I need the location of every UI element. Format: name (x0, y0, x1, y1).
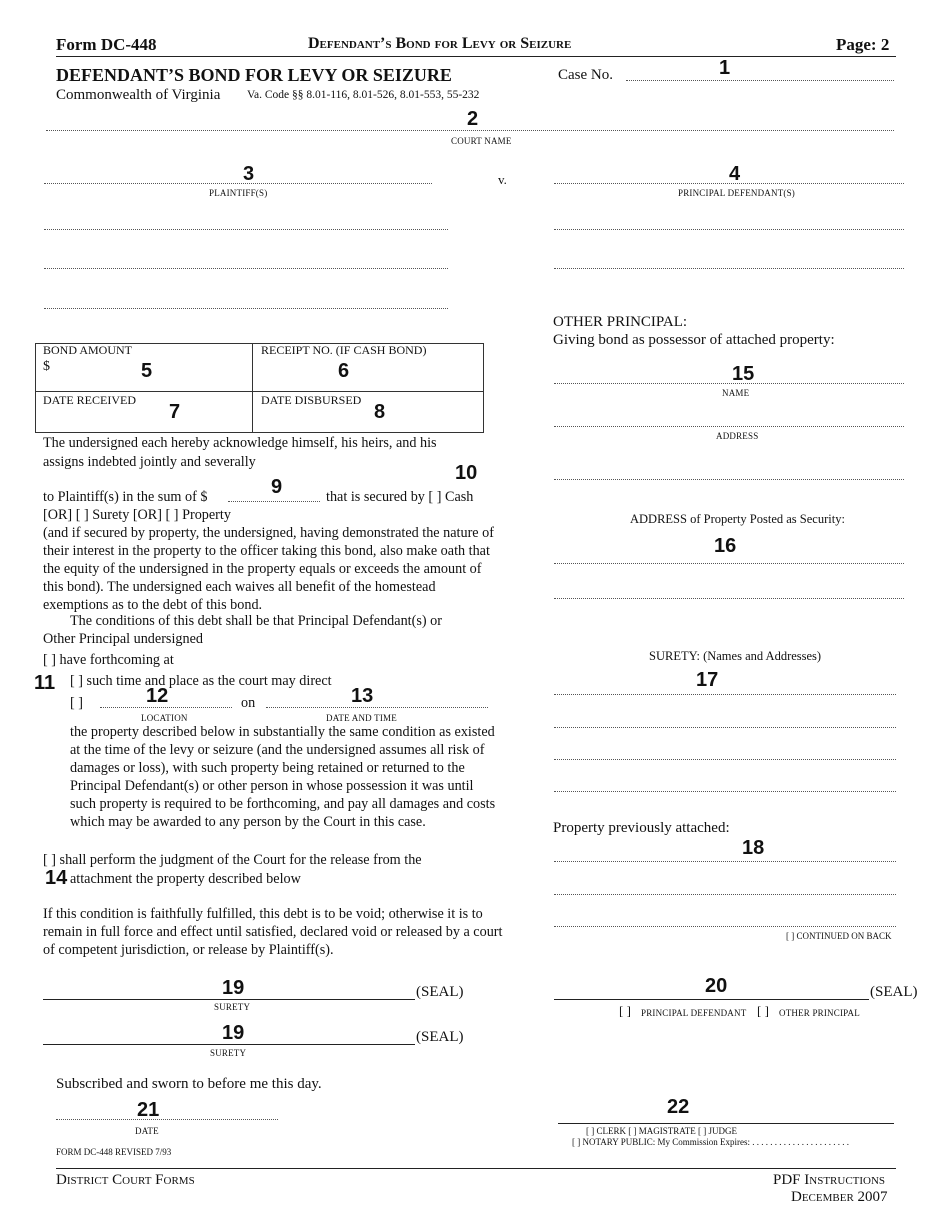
bond-box-vdivider (252, 343, 253, 432)
marker-8: 8 (374, 401, 386, 423)
property-attached-field-1[interactable] (554, 861, 896, 862)
notary-option[interactable]: [ ] NOTARY PUBLIC: My Commission Expires: . . . . . . . . . . . . . . . . . . . . . . (572, 1137, 849, 1147)
marker-18: 18 (742, 837, 765, 859)
marker-19b: 19 (222, 1022, 245, 1044)
seal-2: (SEAL) (416, 1029, 464, 1045)
defendant-field-2[interactable] (554, 229, 904, 230)
bond-amount-label: BOND AMOUNT (43, 343, 133, 357)
property-address-field-1[interactable] (554, 563, 904, 564)
marker-16: 16 (714, 535, 737, 557)
marker-12: 12 (146, 685, 169, 707)
date-disbursed-label: DATE DISBURSED (261, 393, 362, 407)
receipt-no-label: RECEIPT NO. (IF CASH BOND) (261, 343, 427, 357)
ack-line-1: The undersigned each hereby acknowledge himself, his heirs, and his (43, 435, 437, 451)
ack-line-2: assigns indebted jointly and severally (43, 454, 256, 470)
va-code: Va. Code §§ 8.01-116, 8.01-526, 8.01-553, 55-232 (247, 89, 480, 101)
header-page: Page: 2 (836, 35, 890, 54)
surety-label-1: SURETY (214, 1002, 251, 1012)
versus: v. (498, 172, 507, 187)
marker-3: 3 (243, 163, 255, 185)
marker-20: 20 (705, 975, 728, 997)
marker-4: 4 (729, 163, 741, 185)
date-received-label: DATE RECEIVED (43, 393, 136, 407)
other-principal-address-field-1[interactable] (554, 426, 904, 427)
footer-rule (56, 1168, 896, 1169)
forthcoming-option[interactable]: [ ] have forthcoming at (43, 652, 174, 668)
seal-1: (SEAL) (416, 984, 464, 1000)
address-property-label: ADDRESS of Property Posted as Security: (630, 512, 845, 526)
marker-14: 14 (45, 867, 68, 889)
marker-10: 10 (455, 462, 478, 484)
date-field[interactable] (56, 1119, 278, 1120)
footer-right-1: PDF Instructions (773, 1172, 886, 1188)
name-label: NAME (722, 388, 750, 398)
datetime-label: DATE AND TIME (326, 713, 397, 723)
principal-defendant-label: PRINCIPAL DEFENDANT(S) (678, 188, 795, 198)
marker-15: 15 (732, 363, 755, 385)
plaintiff-label: PLAINTIFF(S) (209, 188, 268, 198)
footer-right-2: December 2007 (791, 1189, 888, 1205)
location-label: LOCATION (141, 713, 188, 723)
surety-label-2: SURETY (210, 1048, 247, 1058)
on-word: on (241, 695, 256, 711)
dollar-sign: $ (43, 359, 50, 374)
surety-heading: SURETY: (Names and Addresses) (649, 649, 822, 663)
principal-defendant-checkbox[interactable]: [ ] (619, 1003, 631, 1018)
property-oath-text: (and if secured by property, the undersigned, having demonstrated the nature of their interest in the property to the officer taking this bond, also make oath that the equity of the undersigned in the property equals or exceeds the amount of this bond). The undersigned each waives all benefit of the homestead exemptions as to the debt of this bond. (43, 525, 494, 613)
surety-field-2[interactable] (554, 727, 896, 728)
marker-22: 22 (667, 1096, 690, 1118)
officer-title-options[interactable]: [ ] CLERK [ ] MAGISTRATE [ ] JUDGE (586, 1126, 737, 1136)
principal-defendant-sig-label: PRINCIPAL DEFENDANT (641, 1008, 747, 1018)
void-condition-text: If this condition is faithfully fulfilled, this debt is to be void; otherwise it is to remain in full force and effect until satisfied, declared void or released by a court of competent jurisdiction, or release by Plaintiff(s). (43, 906, 503, 958)
marker-13: 13 (351, 685, 374, 707)
plaintiff-field-1[interactable] (44, 183, 432, 184)
property-address-field-2[interactable] (554, 598, 904, 599)
marker-5: 5 (141, 360, 153, 382)
conditions-line-2: Other Principal undersigned (43, 631, 203, 647)
location-option-bracket[interactable]: [ ] (70, 695, 83, 711)
seal-3: (SEAL) (870, 984, 918, 1000)
plaintiff-field-4[interactable] (44, 308, 448, 309)
header-form-number: Form DC-448 (56, 35, 157, 54)
other-principal-sig-label: OTHER PRINCIPAL (779, 1008, 860, 1018)
sum-prefix: to Plaintiff(s) in the sum of $ (43, 489, 208, 505)
bond-box-hdivider (35, 391, 483, 392)
officer-signature-line[interactable] (558, 1123, 894, 1124)
date-label: DATE (135, 1126, 159, 1136)
case-no-label: Case No. (558, 67, 613, 83)
court-name-label: COURT NAME (451, 136, 512, 146)
continued-on-back[interactable]: [ ] CONTINUED ON BACK (786, 931, 892, 941)
other-principal-heading: OTHER PRINCIPAL: (553, 314, 688, 330)
secured-options: [OR] [ ] Surety [OR] [ ] Property (43, 507, 231, 523)
conditions-line-1: The conditions of this debt shall be that Principal Defendant(s) or (70, 613, 442, 629)
plaintiff-field-2[interactable] (44, 229, 448, 230)
datetime-field[interactable] (266, 707, 488, 708)
header-title: Defendant’s Bond for Levy or Seizure (308, 35, 572, 52)
sum-suffix: that is secured by [ ] Cash (326, 489, 474, 505)
marker-19a: 19 (222, 977, 245, 999)
property-attached-field-2[interactable] (554, 894, 896, 895)
marker-1: 1 (719, 57, 731, 79)
property-condition-text: the property described below in substantially the same condition as existed at the time of the levy or seizure (and the undersigned assumes all risk of damages or loss), with such property being retained or returned to the Principal Defendant(s) or other person in whose possession it was until such property is required to be forthcoming, and pay all damages and costs which may be awarded to any person by the Court in this case. (70, 724, 496, 830)
marker-17: 17 (696, 669, 719, 691)
plaintiff-field-3[interactable] (44, 268, 448, 269)
address-label: ADDRESS (716, 431, 759, 441)
principal-signature-line[interactable] (554, 999, 869, 1000)
header-rule (56, 56, 896, 57)
state-name: Commonwealth of Virginia (56, 87, 221, 103)
marker-11: 11 (34, 672, 56, 694)
footer-left: District Court Forms (56, 1172, 195, 1188)
marker-6: 6 (338, 360, 350, 382)
perform-line-2: attachment the property described below (70, 871, 301, 887)
case-no-field[interactable] (626, 80, 894, 81)
property-attached-field-3[interactable] (554, 926, 896, 927)
marker-7: 7 (169, 401, 181, 423)
other-principal-name-field[interactable] (554, 383, 904, 384)
defendant-field-3[interactable] (554, 268, 904, 269)
surety-field-1[interactable] (554, 694, 896, 695)
subscribed-text: Subscribed and sworn to before me this day. (56, 1076, 322, 1092)
marker-2: 2 (467, 108, 479, 130)
form-title: DEFENDANT’S BOND FOR LEVY OR SEIZURE (56, 65, 452, 85)
property-attached-label: Property previously attached: (553, 820, 730, 836)
giving-bond-text: Giving bond as possessor of attached property: (553, 332, 835, 348)
other-principal-checkbox[interactable]: [ ] (757, 1003, 769, 1018)
marker-9: 9 (271, 476, 283, 498)
surety-field-4[interactable] (554, 791, 896, 792)
sum-field[interactable] (228, 501, 320, 502)
court-direct-option[interactable]: [ ] such time and place as the court may direct (70, 673, 332, 689)
surety-field-3[interactable] (554, 759, 896, 760)
other-principal-address-field-2[interactable] (554, 479, 904, 480)
perform-line-1[interactable]: [ ] shall perform the judgment of the Court for the release from the (43, 852, 422, 868)
revised-note: FORM DC-448 REVISED 7/93 (56, 1147, 172, 1157)
marker-21: 21 (137, 1099, 160, 1121)
